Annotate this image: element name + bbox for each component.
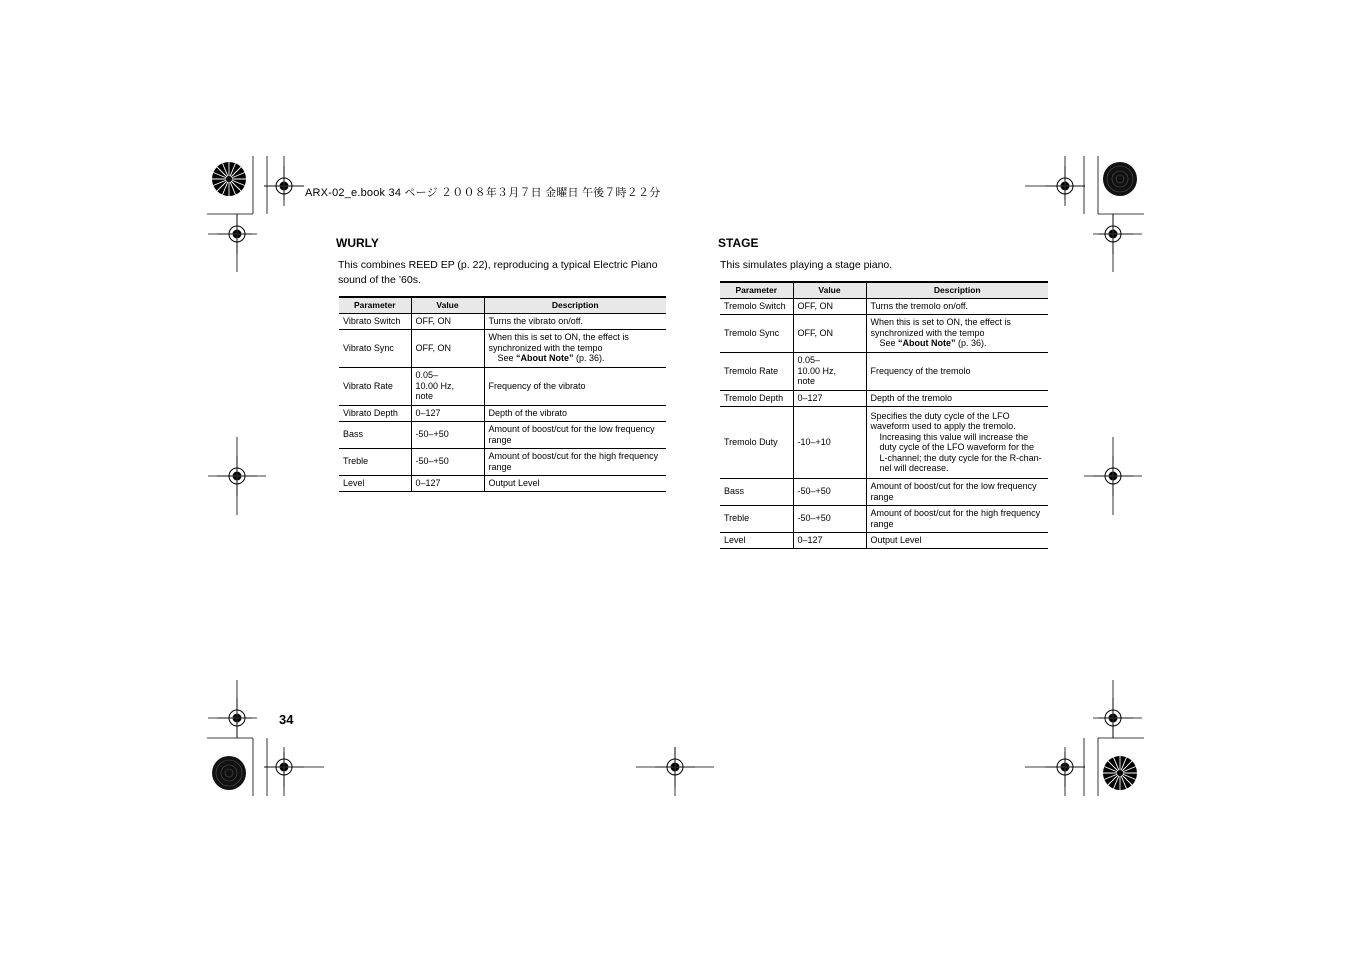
stage-title: STAGE (718, 236, 759, 250)
see-prefix: See (497, 353, 517, 364)
desc-cell: Depth of the vibrato (484, 405, 666, 421)
param-cell: Treble (339, 448, 411, 475)
value-cell: OFF, ON (793, 298, 866, 314)
param-cell: Level (339, 475, 411, 491)
wurly-intro-line1: This combines REED EP (p. 22), reproducing a typical Electric Piano (338, 259, 658, 271)
value-cell: 0.05– 10.00 Hz, note (793, 352, 866, 390)
table-row (339, 313, 666, 329)
see-reference (871, 338, 1045, 349)
value-cell: OFF, ON (411, 313, 484, 329)
table-row (720, 532, 1048, 548)
param-cell: Treble (720, 505, 793, 532)
value-cell: OFF, ON (793, 314, 866, 352)
see-reference (489, 353, 663, 364)
desc-extra-text: Increasing this value will increase the duty cycle of the LFO waveform for the L-channel; the duty cycle for the R-chan-nel will decrease. (879, 431, 1042, 473)
desc-cell: Frequency of the tremolo (866, 352, 1048, 390)
value-cell: -50–+50 (793, 478, 866, 505)
value-cell: -50–+50 (411, 421, 484, 448)
stage-intro: This simulates playing a stage piano. (720, 259, 893, 271)
table-row (720, 390, 1048, 406)
value-cell: 0–127 (411, 475, 484, 491)
table-row (720, 352, 1048, 390)
table-row (339, 448, 666, 475)
table-row (339, 405, 666, 421)
starburst-target-icon (212, 162, 246, 196)
column-header-value: Value (411, 297, 484, 313)
param-cell: Tremolo Rate (720, 352, 793, 390)
param-cell: Vibrato Depth (339, 405, 411, 421)
dark-target-icon (212, 756, 246, 790)
wurly-intro (338, 258, 670, 288)
see-suffix: (p. 36). (573, 353, 605, 364)
desc-cell: Output Level (484, 475, 666, 491)
param-cell: Vibrato Rate (339, 367, 411, 405)
table-row (720, 406, 1048, 478)
wurly-title: WURLY (336, 236, 379, 250)
table-row (720, 505, 1048, 532)
desc-text: When this is set to ON, the effect is synchronized with the tempo (870, 317, 1011, 338)
table-row (720, 298, 1048, 314)
desc-cell (484, 329, 666, 367)
value-cell: -10–+10 (793, 406, 866, 478)
column-header-description: Description (484, 297, 666, 313)
column-header-parameter: Parameter (339, 297, 411, 313)
table-row (339, 421, 666, 448)
desc-text: Specifies the duty cycle of the LFO waveform used to apply the tremolo. (870, 410, 1016, 431)
param-cell: Bass (339, 421, 411, 448)
table-row (720, 314, 1048, 352)
desc-cell: Frequency of the vibrato (484, 367, 666, 405)
value-cell: 0–127 (411, 405, 484, 421)
table-row (339, 475, 666, 491)
print-header: ARX-02_e.book 34 ページ ２００８年３月７日 金曜日 午後７時２２分 (305, 187, 661, 199)
param-cell: Vibrato Switch (339, 313, 411, 329)
value-cell: OFF, ON (411, 329, 484, 367)
param-cell: Tremolo Depth (720, 390, 793, 406)
value-cell: 0.05– 10.00 Hz, note (411, 367, 484, 405)
see-link-text: “About Note” (898, 338, 956, 349)
desc-cell: Amount of boost/cut for the high frequency range (866, 505, 1048, 532)
stage-param-table (720, 281, 1048, 549)
param-cell: Level (720, 532, 793, 548)
dark-target-icon (1103, 162, 1137, 196)
see-link-text: “About Note” (516, 353, 574, 364)
value-cell: -50–+50 (793, 505, 866, 532)
desc-cell: Output Level (866, 532, 1048, 548)
desc-cell: Amount of boost/cut for the low frequency range (484, 421, 666, 448)
table-row (339, 329, 666, 367)
column-header-description: Description (866, 282, 1048, 298)
desc-text: When this is set to ON, the effect is synchronized with the tempo (488, 332, 629, 353)
param-cell: Vibrato Sync (339, 329, 411, 367)
param-cell: Tremolo Switch (720, 298, 793, 314)
see-prefix: See (879, 338, 899, 349)
page-number: 34 (279, 712, 294, 727)
desc-cell: Depth of the tremolo (866, 390, 1048, 406)
value-cell: 0–127 (793, 532, 866, 548)
see-suffix: (p. 36). (955, 338, 987, 349)
desc-cell (866, 406, 1048, 478)
table-header-row (720, 282, 1048, 298)
desc-cell (866, 314, 1048, 352)
table-row (720, 478, 1048, 505)
value-cell: -50–+50 (411, 448, 484, 475)
desc-cell: Turns the vibrato on/off. (484, 313, 666, 329)
desc-cell: Amount of boost/cut for the low frequency range (866, 478, 1048, 505)
column-header-value: Value (793, 282, 866, 298)
value-cell: 0–127 (793, 390, 866, 406)
wurly-param-table (339, 296, 666, 492)
desc-cell: Turns the tremolo on/off. (866, 298, 1048, 314)
table-row (339, 367, 666, 405)
param-cell: Tremolo Sync (720, 314, 793, 352)
column-header-parameter: Parameter (720, 282, 793, 298)
starburst-target-icon (1103, 756, 1137, 790)
wurly-intro-line2: sound of the ’60s. (338, 274, 421, 286)
param-cell: Bass (720, 478, 793, 505)
desc-cell: Amount of boost/cut for the high frequency range (484, 448, 666, 475)
table-header-row (339, 297, 666, 313)
param-cell: Tremolo Duty (720, 406, 793, 478)
